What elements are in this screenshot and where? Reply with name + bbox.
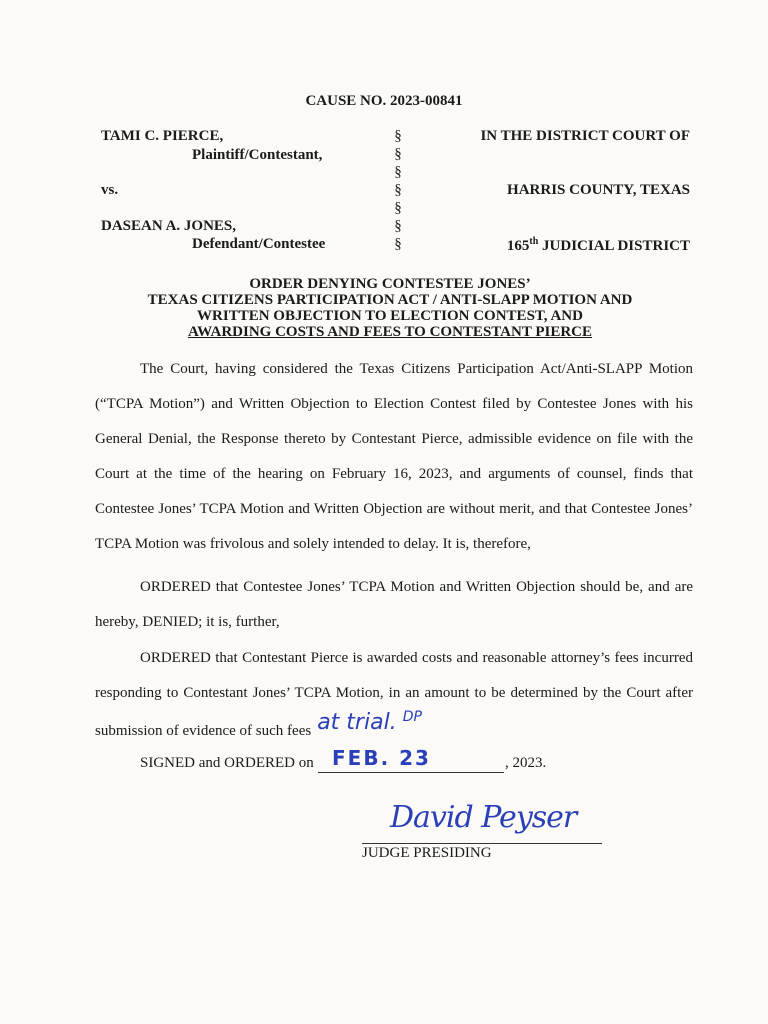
plaintiff-name: TAMI C. PIERCE, (101, 128, 224, 144)
section-mark: § (394, 146, 402, 162)
signed-prefix: SIGNED and ORDERED on (140, 755, 314, 771)
paragraph-fees: ORDERED that Contestant Pierce is awarded costs and reasonable attorney’s fees incurred responding to Contestant Jones’ TCPA Motion, in an amount to be determined by the Court after submission of evidence of such fees at trial. DP (95, 650, 693, 739)
signed-suffix: , 2023. (505, 755, 547, 771)
section-mark: § (394, 128, 402, 144)
title-line: AWARDING COSTS AND FEES TO CONTESTANT PIERCE (188, 324, 592, 340)
signature-line (362, 843, 602, 844)
versus-label: vs. (101, 182, 119, 198)
cause-number: CAUSE NO. 2023-00841 (305, 93, 463, 109)
judge-signature: David Peyser (390, 800, 577, 835)
order-title (80, 276, 700, 340)
judicial-district: 165th JUDICIAL DISTRICT (506, 236, 690, 254)
handwritten-date: FEB. 23 (332, 746, 431, 770)
title-line: ORDER DENYING CONTESTEE JONES’ (249, 276, 531, 292)
defendant-role: Defendant/Contestee (192, 236, 326, 252)
section-mark: § (394, 218, 402, 234)
date-line (318, 772, 504, 773)
section-mark: § (394, 236, 402, 252)
judge-label: JUDGE PRESIDING (362, 845, 492, 861)
court-name: IN THE DISTRICT COURT OF (480, 128, 690, 144)
handwritten-at-trial: at trial. (317, 710, 397, 735)
title-line: WRITTEN OBJECTION TO ELECTION CONTEST, AND (197, 308, 583, 324)
section-mark: § (394, 200, 402, 216)
section-mark: § (394, 182, 402, 198)
plaintiff-role: Plaintiff/Contestant, (192, 147, 323, 163)
title-line: TEXAS CITIZENS PARTICIPATION ACT / ANTI-SLAPP MOTION AND (147, 292, 633, 308)
paragraph-findings: The Court, having considered the Texas Citizens Participation Act/Anti-SLAPP Motion (“TCPA Motion”) and Written Objection to Election Contest filed by Contestee Jones with his General Denial, the Response thereto by Contestant Pierce, admissible evidence on file with the Court at the time of the hearing on February 16, 2023, and arguments of counsel, finds that Contestee Jones’ TCPA Motion and Written Objection are without merit, and that Contestee Jones’ TCPA Motion was frivolous and solely intended to delay. It is, therefore, (95, 361, 693, 552)
handwritten-initials: DP (402, 709, 422, 725)
county-name: HARRIS COUNTY, TEXAS (507, 182, 690, 198)
section-mark: § (394, 164, 402, 180)
paragraph-denied: ORDERED that Contestee Jones’ TCPA Motion and Written Objection should be, and are hereby, DENIED; it is, further, (95, 579, 693, 630)
defendant-name: DASEAN A. JONES, (101, 218, 237, 234)
